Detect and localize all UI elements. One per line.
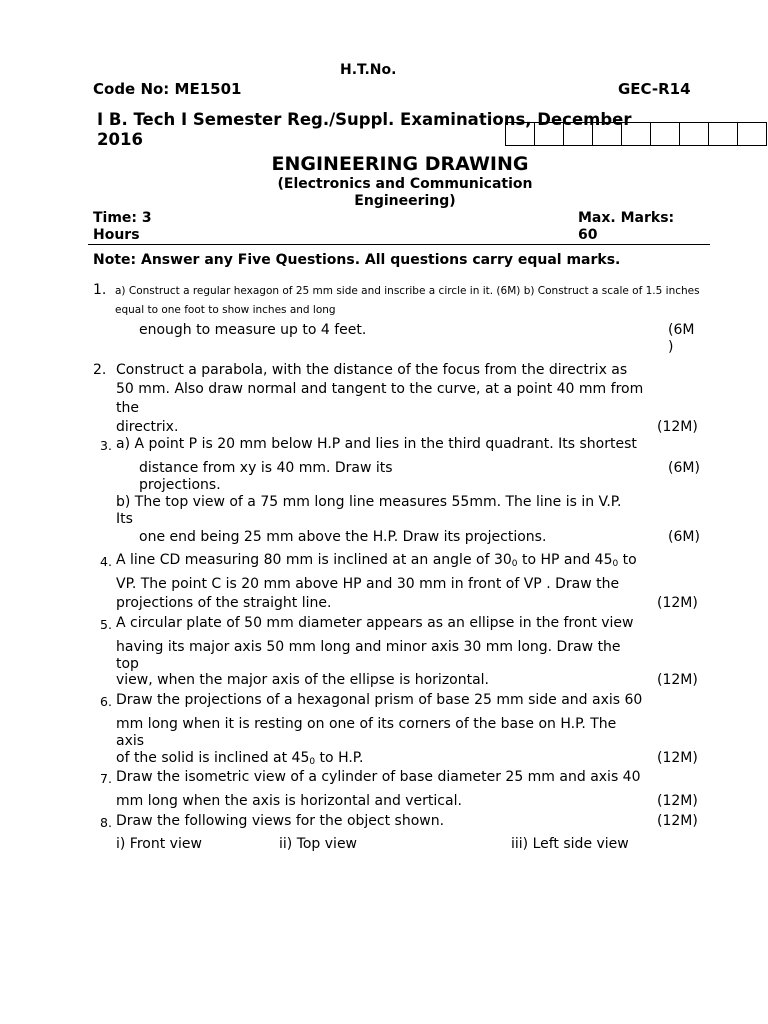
q5-line2: having its major axis 50 mm long and minor axis 30 mm long. Draw the <box>116 639 621 655</box>
q7-line1: Draw the isometric view of a cylinder of base diameter 25 mm and axis 40 <box>116 769 641 785</box>
q8-marks: (12M) <box>657 813 698 829</box>
q7-number: 7. <box>100 771 112 786</box>
q6-number: 6. <box>100 694 112 709</box>
max-marks-line2: 60 <box>578 227 598 243</box>
q1-number: 1. <box>93 282 107 298</box>
q3-line6: one end being 25 mm above the H.P. Draw its projections. <box>139 529 547 545</box>
q4-line3: projections of the straight line. <box>116 595 332 611</box>
q5-line1: A circular plate of 50 mm diameter appears as an ellipse in the front view <box>116 615 634 631</box>
q2-number: 2. <box>93 362 107 378</box>
regulation: GEC-R14 <box>618 80 691 98</box>
q3-line5: Its <box>116 511 133 527</box>
q3-line2: distance from xy is 40 mm. Draw its <box>139 460 393 476</box>
q4-line1 <box>116 552 637 569</box>
q5-line4: view, when the major axis of the ellipse is horizontal. <box>116 672 490 688</box>
q1-line2: equal to one foot to show inches and long <box>115 304 336 316</box>
q3-line4: b) The top view of a 75 mm long line measures 55mm. The line is in V.P. <box>116 494 622 510</box>
q5-marks: (12M) <box>657 672 698 688</box>
q3-marks-a: (6M) <box>668 460 700 476</box>
q4-marks: (12M) <box>657 595 698 611</box>
max-marks-line1: Max. Marks: <box>578 210 675 226</box>
branch-line1: (Electronics and Communication <box>277 176 533 192</box>
htno-box <box>737 122 767 146</box>
q7-marks: (12M) <box>657 793 698 809</box>
q8-view-front: i) Front view <box>116 836 202 852</box>
q4-line2: VP. The point C is 20 mm above HP and 30 mm in front of VP . Draw the <box>116 576 620 592</box>
q6-line4 <box>116 750 364 767</box>
header-divider <box>88 244 710 245</box>
q6-marks: (12M) <box>657 750 698 766</box>
q6-line4-part1: of the solid is inclined at 45 <box>116 750 310 766</box>
code-number: Code No: ME1501 <box>93 80 242 98</box>
htno-label: H.T.No. <box>340 62 397 78</box>
q6-line4-part2: to H.P. <box>315 750 364 766</box>
q2-line4: directrix. <box>116 419 179 435</box>
q6-line3: axis <box>116 733 145 749</box>
q6-line1: Draw the projections of a hexagonal prism of base 25 mm side and axis 60 <box>116 692 643 708</box>
exam-title-line1: I B. Tech I Semester Reg./Suppl. Examinations, December <box>97 110 632 129</box>
q1-line1: a) Construct a regular hexagon of 25 mm side and inscribe a circle in it. (6M) b) Construct a scale of 1.5 inches <box>115 285 700 297</box>
htno-box <box>679 122 708 146</box>
q4-degree-sub1: 0 <box>511 559 518 569</box>
q8-number: 8. <box>100 815 112 830</box>
q2-line1: Construct a parabola, with the distance of the focus from the directrix as <box>116 362 628 378</box>
q4-line1-part3: to <box>618 552 637 568</box>
q3-line3: projections. <box>139 477 221 493</box>
q8-view-top: ii) Top view <box>279 836 358 852</box>
q2-marks: (12M) <box>657 419 698 435</box>
q4-number: 4. <box>100 554 112 569</box>
q2-line3: the <box>116 400 139 416</box>
exam-title-line2: 2016 <box>97 130 143 149</box>
q2-line2: 50 mm. Also draw normal and tangent to the curve, at a point 40 mm from <box>116 381 644 397</box>
q3-line1: a) A point P is 20 mm below H.P and lies in the third quadrant. Its shortest <box>116 436 637 452</box>
q1-marks-line1: (6M <box>668 322 695 338</box>
branch-line2: Engineering) <box>354 193 456 209</box>
subject-title: ENGINEERING DRAWING <box>271 153 529 175</box>
q5-number: 5. <box>100 617 112 632</box>
htno-box <box>650 122 679 146</box>
q8-line1: Draw the following views for the object shown. <box>116 813 445 829</box>
q4-line1-part1: A line CD measuring 80 mm is inclined at an angle of 30 <box>116 552 512 568</box>
q4-degree-sub2: 0 <box>612 559 619 569</box>
time-line2: Hours <box>93 227 140 243</box>
q1-line3: enough to measure up to 4 feet. <box>139 322 367 338</box>
q7-line2: mm long when the axis is horizontal and vertical. <box>116 793 462 809</box>
htno-box <box>708 122 737 146</box>
q3-number: 3. <box>100 438 112 453</box>
q3-marks-b: (6M) <box>668 529 700 545</box>
time-line1: Time: 3 <box>93 210 152 226</box>
q5-line3: top <box>116 656 139 672</box>
q6-degree-sub: 0 <box>309 757 316 767</box>
q4-line1-part2: to HP and 45 <box>517 552 613 568</box>
q1-marks-line2: ) <box>668 339 674 355</box>
note: Note: Answer any Five Questions. All questions carry equal marks. <box>93 252 621 268</box>
q6-line2: mm long when it is resting on one of its corners of the base on H.P. The <box>116 716 617 732</box>
q8-view-left-side: iii) Left side view <box>511 836 629 852</box>
